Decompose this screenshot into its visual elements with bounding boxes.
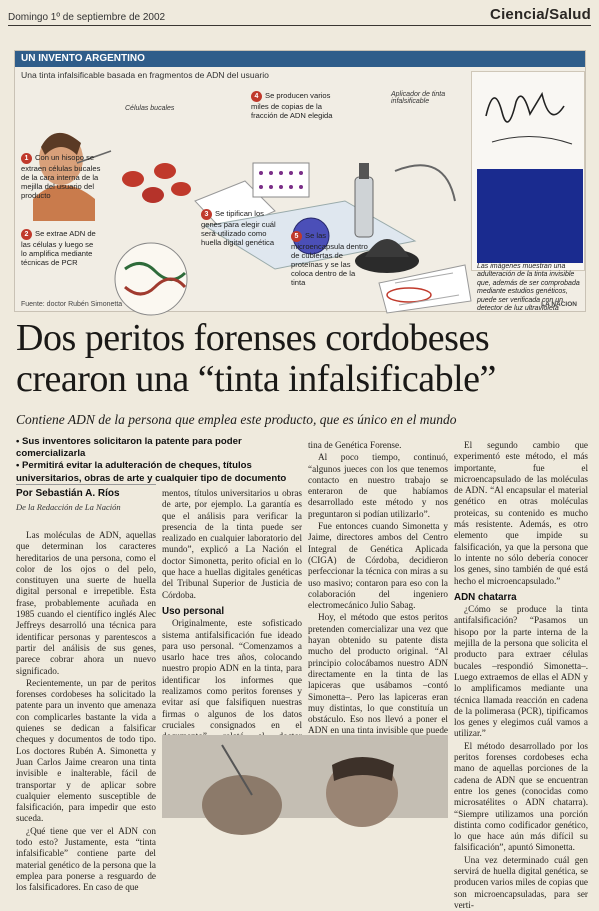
source-credit: Fuente: doctor Rubén Simonetta <box>21 301 123 308</box>
step-number: 3 <box>201 209 212 220</box>
article-column-4 <box>454 440 588 910</box>
paragraph: Recientemente, un par de peritos forenses cordobeses ha solicitado la patente para un invento que amenaza con complicarles bastante la vida a quienes se dedican a falsificar cheques y documentos de todo tipo. Los doctores Rubén A. Simonetta y Juan Carlos Jaime crearon una tinta invisible e inalterable, fácil de transportar y de aplicar sobre cualquier elemento susceptible de falsificación, para impedir que esto suceda. <box>16 677 156 824</box>
paragraph: Fue entonces cuando Simonetta y Jaime, directores ambos del Centro Integral de Genética Aplicada (CIGA) de Córdoba, decidieron perfeccionar la técnica con miras a su uso masivo; contaron para eso con la colaboración del ingeniero electromecánico Julio Sabag. <box>308 521 448 611</box>
summary-bullet: • Permitirá evitar la adulteración de cheques, títulos universitarios, obras de arte y cualquier tipo de documento <box>16 460 287 484</box>
signature-icon <box>472 72 584 162</box>
paragraph: ¿Cómo se produce la tinta antifalsificación? “Pasamos un hisopo por la parte interna de la mejilla de la persona que solicita el producto para extraer células bucales –respondió Simonetta–. Luego extraemos de ellas el ADN y lo amplificamos mediante una técnica llamada reacción en cadena de la polimerasa (PCR), tipificamos los genes y elegimos cuál vamos a utilizar.” <box>454 604 588 739</box>
paragraph: mentos, títulos universitarios u obras de arte, por ejemplo. La garantía es que el análisis para verificar la presencia de la tinta puede ser realizado en cualquier laboratorio del mundo”, explicó a La Nación el doctor Simonetta, perito oficial en lo que hace a huellas digitales genéticas del Tribunal Superior de Justicia de Córdoba. <box>162 488 302 600</box>
step-1 <box>21 153 103 200</box>
byline-affiliation: De la Redacción de La Nación <box>16 502 121 512</box>
applicator-label: Aplicador de tinta infalsificable <box>391 91 446 105</box>
step-number: 1 <box>21 153 32 164</box>
paragraph: Al poco tiempo, continuó, “algunos jueces con los que tenemos contacto en nuestro trabajo se enteraron de que habíamos desarrollado este método y nos preguntaron si podían utilizarlo”. <box>308 452 448 519</box>
test-tube-icon <box>355 163 373 237</box>
byline-rule <box>16 484 156 485</box>
infographic <box>14 50 586 312</box>
paragraph: Una vez determinado cuál gen servirá de huella digital genética, se producen varios miles de copias que son microencapsuladas, para ser verti- <box>454 854 588 910</box>
step-text: Con un hisopo se extraen células bucales de la cara interna de la mejilla del usuario del producto <box>21 153 101 201</box>
summary-bullet: • Sus inventores solicitaron la patente para poder comercializarla <box>16 436 242 460</box>
paragraph: Originalmente, este sofisticado sistema antifalsificación fue ideado para uso personal. “Comenzamos a usarlo hace tres años, colocando nuestro propio ADN en la tinta, para identificar los informes que realizamos como peritos forenses y evitar así que falsifiquen nuestras firmas o algunos de los datos cruciales consignados en el <box>162 618 302 730</box>
summary-bullets <box>16 436 303 485</box>
step-text: Se extrae ADN de las células y luego se lo amplifica mediante técnicas de PCR <box>21 229 96 268</box>
paragraph: Hoy, el método que estos peritos pretenden comercializar una vez que hayan obtenido su patente dista mucho del producto original. “Al principio colocábamos nuestro ADN directamente en la tinta de las lapiceras que usábamos –contó Simonetta–. Pero las lapiceras eran muy distintas, lo que constituía un obstáculo. Eso nos llevó a poner el ADN en una tinta invisible que puede <box>308 612 448 736</box>
cells-label: Células bucales <box>125 105 175 112</box>
step-4 <box>251 91 347 120</box>
article-headline: Dos peritos forenses cordobeses crearon una “tinta infalsificable” <box>16 317 496 400</box>
infographic-subtitle: Una tinta infalsificable basada en fragmentos de ADN del usuario <box>21 70 269 80</box>
step-text: Se tipifican los genes para elegir cuál será utilizado como huella digital genética <box>201 209 276 248</box>
section-title: Ciencia/Salud <box>490 6 591 23</box>
article-deck: Contiene ADN de la persona que emplea este producto, que es único en el mundo <box>16 412 457 427</box>
infographic-title: UN INVENTO ARGENTINO <box>15 51 585 67</box>
photo-subjects <box>162 735 448 818</box>
step-2 <box>21 229 101 267</box>
step-5 <box>291 231 371 288</box>
article-photo <box>162 735 448 818</box>
paragraph: El método desarrollado por los peritos forenses cordobeses echa mano de aquellas porciones de la cadena de ADN que se encuentran entre los genes (conocidas como microsatélites o ADN chatarra). “Siempre utilizamos una porción distinta como codificador genético, lo que hace aún más difícil su falsificación”, apuntó Simonetta. <box>454 740 588 853</box>
step-text: Se las microencapsula dentro de cubiertas de proteínas y se las coloca dentro de la tinta <box>291 231 368 288</box>
photo-caption: Las imágenes muestran una adulteración de la tinta invisible que, además de ser comprobada mediante estudios genéticos, puede ser verificada con un detector de luz ultravioleta <box>477 263 580 312</box>
paragraph: Las moléculas de ADN, aquellas que determinan los caracteres hereditarios de una persona, como el color de los ojos o del pelo, constituyen una suerte de huella digital personal e irrepetible. Esta frase, probablemente acuñada en 1985 cuando el científico inglés Alec Jeffreys desarrolló una técnica para identificar personas y parentescos a partir del análisis de sus genes, parece cobrar ahora un nuevo significado. <box>16 530 156 676</box>
publisher-credit: LA NACION <box>541 301 577 308</box>
article-column-3 <box>308 440 448 736</box>
paragraph: ¿Qué tiene que ver el ADN con todo esto? Justamente, esta “tinta infalsificable” contiene parte del material genético de la persona que la emplea para ponerse a resguardo de los falsificadores. En caso de que <box>16 825 156 893</box>
issue-date: Domingo 1º de septiembre de 2002 <box>8 12 166 23</box>
subheading: ADN chatarra <box>454 591 517 603</box>
page-header <box>8 6 591 26</box>
paragraph: El segundo cambio que experimentó este método, el más importante, fue el microencapsulado de las moléculas de ADN. “Al encapsular el material genético en otras moléculas proteicas, su contenido es mucho más resistente. Además, es otro elemento que impide su falsificación, ya que la persona que lo intente no sólo debería conocer los genes, sino también de qué está hecho el microencapsulado.” <box>454 440 588 586</box>
step-number: 4 <box>251 91 262 102</box>
byline: Por Sebastián A. Ríos <box>16 488 120 499</box>
uv-detector-image <box>477 169 583 263</box>
subheading: Uso personal <box>162 605 225 617</box>
step-number: 2 <box>21 229 32 240</box>
paragraph: tina de Genética Forense. <box>308 440 402 450</box>
buccal-cells <box>122 163 191 203</box>
article-column-2 <box>162 488 302 733</box>
article-column-1 <box>16 530 156 893</box>
step-3 <box>201 209 279 247</box>
step-number: 5 <box>291 231 302 242</box>
step-text: Se producen varios miles de copias de la fracción de ADN elegida <box>251 91 333 121</box>
